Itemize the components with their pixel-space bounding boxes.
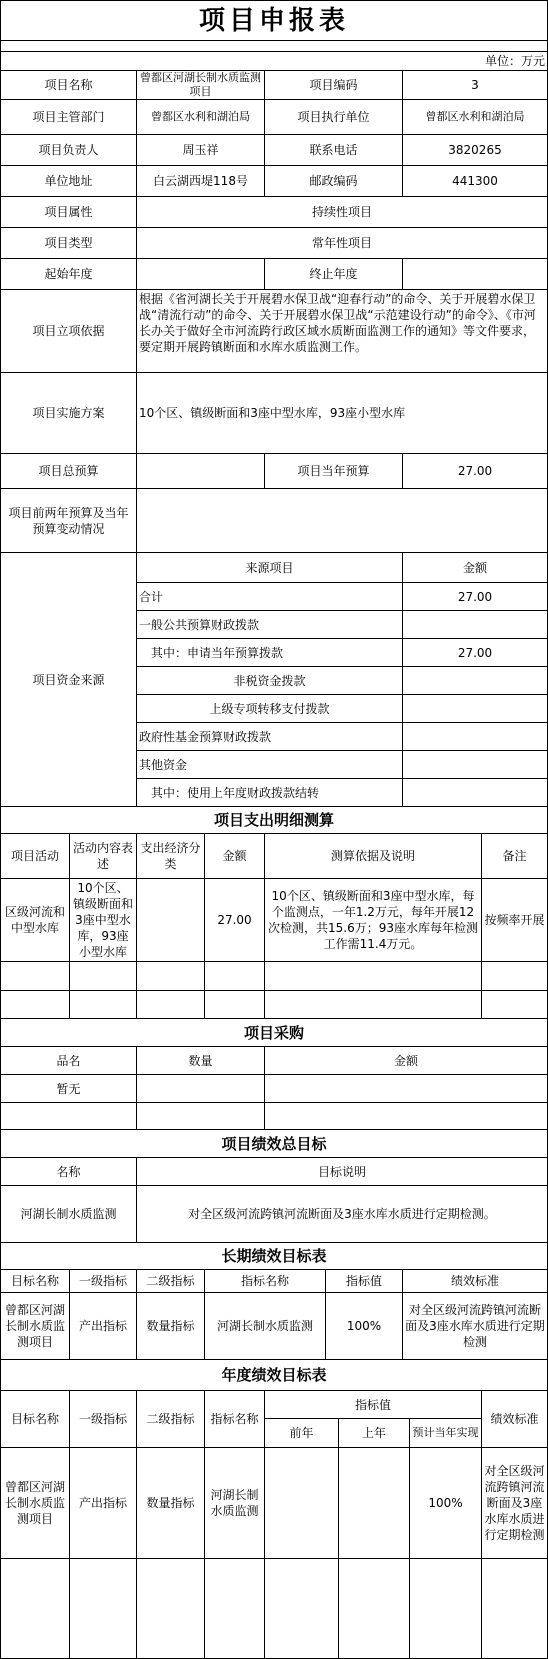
perf-total-section-title: 项目绩效总目标	[0, 1129, 548, 1158]
empty-cell	[409, 1558, 482, 1659]
empty-cell	[264, 1102, 548, 1130]
type-label: 项目类型	[0, 227, 137, 259]
funding-row-amount	[402, 778, 548, 807]
empty-cell	[0, 990, 70, 1019]
exec-unit-label: 项目执行单位	[264, 99, 403, 135]
year-budget-value: 27.00	[402, 453, 548, 489]
zip-value: 441300	[402, 165, 548, 197]
end-year-label: 终止年度	[264, 258, 403, 290]
project-code-value: 3	[402, 70, 548, 100]
expense-header: 测算依据及说明	[264, 833, 482, 879]
empty-cell	[69, 961, 137, 991]
empty-cell	[0, 1102, 137, 1130]
empty-cell	[0, 961, 70, 991]
funding-row-amount: 27.00	[402, 582, 548, 611]
perf-total-col-name: 名称	[0, 1157, 137, 1186]
longterm-section-title: 长期绩效目标表	[0, 1242, 548, 1270]
annual-prev2	[264, 1447, 339, 1559]
annual-prev1	[338, 1447, 410, 1559]
annual-indicator: 河湖长制水质监测	[204, 1447, 265, 1559]
funding-row-name: 合计	[136, 582, 403, 611]
annual-subheader: 前年	[264, 1418, 339, 1448]
funding-row-name: 其他资金	[136, 750, 403, 779]
empty-cell	[204, 961, 265, 991]
attr-label: 项目属性	[0, 196, 137, 228]
expense-header: 项目活动	[0, 833, 70, 879]
longterm-indicator: 河湖长制水质监测	[204, 1292, 326, 1360]
empty-cell	[481, 1558, 548, 1659]
empty-cell	[136, 1558, 205, 1659]
empty-cell	[136, 990, 205, 1019]
empty-cell	[264, 990, 482, 1019]
empty-cell	[264, 1558, 339, 1659]
purchase-section-title: 项目采购	[0, 1018, 548, 1047]
annual-standard: 对全区级河流跨镇河流断面及3座水库水质进行定期检测	[481, 1447, 548, 1559]
funding-col-amount: 金额	[402, 552, 548, 583]
funding-row-name: 一般公共预算财政拨款	[136, 610, 403, 639]
perf-total-name: 河湖长制水质监测	[0, 1185, 137, 1243]
expense-header: 备注	[481, 833, 548, 879]
budget-change-label: 项目前两年预算及当年预算变动情况	[0, 488, 137, 553]
longterm-header: 二级指标	[136, 1269, 205, 1293]
funding-row-name: 政府性基金预算财政拨款	[136, 722, 403, 751]
perf-total-col-desc: 目标说明	[136, 1157, 548, 1186]
phone-value: 3820265	[402, 134, 548, 166]
address-value: 白云湖西堤118号	[136, 165, 265, 197]
expense-header: 金额	[204, 833, 265, 879]
expense-activity: 区级河流和中型水库	[0, 878, 70, 962]
annual-target: 曾都区河湖长制水质监测项目	[0, 1447, 70, 1559]
funding-row-name: 其中：申请当年预算拨款	[136, 638, 403, 667]
phone-label: 联系电话	[264, 134, 403, 166]
dept-label: 项目主管部门	[0, 99, 137, 135]
annual-header-values: 指标值	[264, 1390, 482, 1419]
funding-row-name: 上级专项转移支付拨款	[136, 694, 403, 723]
empty-cell	[136, 961, 205, 991]
zip-label: 邮政编码	[264, 165, 403, 197]
type-value: 常年性项目	[136, 227, 548, 259]
expense-basis: 10个区、镇级断面和3座中型水库，每个监测点，一年1.2万元，每年开展12次检测，共15.6万；93座水库每年检测工作需11.4万元。	[264, 878, 482, 962]
plan-label: 项目实施方案	[0, 372, 137, 454]
purchase-header: 品名	[0, 1046, 137, 1075]
longterm-header: 指标值	[325, 1269, 403, 1293]
project-name-value: 曾都区河湖长制水质监测项目	[136, 70, 265, 100]
expense-section-title: 项目支出明细测算	[0, 806, 548, 834]
funding-row-amount	[402, 694, 548, 723]
unit-label: 单位：万元	[0, 51, 548, 71]
annual-header: 二级指标	[136, 1390, 205, 1448]
funding-row-amount	[402, 722, 548, 751]
project-name-label: 项目名称	[0, 70, 137, 100]
basis-value: 根据《省河湖长关于开展碧水保卫战“迎春行动”的命令、关于开展碧水保卫战“清流行动”的命令、关于开展碧水保卫战“示范建设行动”的命令》、《市河长办关于做好全市河流跨行政区域水质断面监测工作的通知》等文件要求，要定期开展跨镇断面和水库水质监测工作。	[136, 289, 548, 373]
longterm-header: 目标名称	[0, 1269, 70, 1293]
empty-cell	[481, 990, 548, 1019]
annual-current: 100%	[409, 1447, 482, 1559]
longterm-header: 指标名称	[204, 1269, 326, 1293]
annual-header: 指标名称	[204, 1390, 265, 1448]
longterm-level2: 数量指标	[136, 1292, 205, 1360]
longterm-standard: 对全区级河流跨镇河流断面及3座水库水质进行定期检测	[402, 1292, 548, 1360]
empty-cell	[338, 1558, 410, 1659]
funding-col-source: 来源项目	[136, 552, 403, 583]
expense-header: 活动内容表述	[69, 833, 137, 879]
project-code-label: 项目编码	[264, 70, 403, 100]
empty-cell	[204, 1558, 265, 1659]
purchase-header: 数量	[136, 1046, 265, 1075]
address-label: 单位地址	[0, 165, 137, 197]
empty-cell	[136, 1102, 265, 1130]
empty-cell	[69, 990, 137, 1019]
funding-row-amount	[402, 666, 548, 695]
person-value: 周玉祥	[136, 134, 265, 166]
annual-level2: 数量指标	[136, 1447, 205, 1559]
longterm-level1: 产出指标	[69, 1292, 137, 1360]
expense-econ	[136, 878, 205, 962]
form-title: 项目申报表	[0, 0, 548, 41]
budget-change-value	[136, 488, 548, 553]
annual-header: 一级指标	[69, 1390, 137, 1448]
end-year-value	[402, 258, 548, 290]
expense-note: 按频率开展	[481, 878, 548, 962]
funding-row-amount: 27.00	[402, 638, 548, 667]
annual-section-title: 年度绩效目标表	[0, 1359, 548, 1391]
expense-header: 支出经济分类	[136, 833, 205, 879]
total-budget-value	[136, 453, 265, 489]
longterm-header: 绩效标准	[402, 1269, 548, 1293]
perf-total-desc: 对全区级河流跨镇河流断面及3座水库水质进行定期检测。	[136, 1185, 548, 1243]
attr-value: 持续性项目	[136, 196, 548, 228]
funding-row-name: 非税资金拨款	[136, 666, 403, 695]
empty-cell	[264, 961, 482, 991]
empty-cell	[0, 1558, 70, 1659]
funding-label: 项目资金来源	[0, 552, 137, 807]
total-budget-label: 项目总预算	[0, 453, 137, 489]
purchase-header: 金额	[264, 1046, 548, 1075]
annual-header: 目标名称	[0, 1390, 70, 1448]
longterm-header: 一级指标	[69, 1269, 137, 1293]
annual-header: 绩效标准	[481, 1390, 548, 1448]
purchase-item-qty	[136, 1074, 265, 1103]
exec-unit-value: 曾都区水利和湖泊局	[402, 99, 548, 135]
dept-value: 曾都区水利和湖泊局	[136, 99, 265, 135]
plan-value: 10个区、镇级断面和3座中型水库，93座小型水库	[136, 372, 548, 454]
longterm-target: 曾都区河湖长制水质监测项目	[0, 1292, 70, 1360]
annual-level1: 产出指标	[69, 1447, 137, 1559]
empty-cell	[69, 1558, 137, 1659]
expense-content: 10个区、镇级断面和3座中型水库，93座小型水库	[69, 878, 137, 962]
funding-row-name: 其中：使用上年度财政拨款结转	[136, 778, 403, 807]
start-year-label: 起始年度	[0, 258, 137, 290]
funding-row-amount	[402, 750, 548, 779]
empty-cell	[204, 990, 265, 1019]
year-budget-label: 项目当年预算	[264, 453, 403, 489]
longterm-value: 100%	[325, 1292, 403, 1360]
empty-cell	[481, 961, 548, 991]
start-year-value	[136, 258, 265, 290]
basis-label: 项目立项依据	[0, 289, 137, 373]
funding-row-amount	[402, 610, 548, 639]
purchase-item-amount	[264, 1074, 548, 1103]
person-label: 项目负责人	[0, 134, 137, 166]
annual-subheader: 上年	[338, 1418, 410, 1448]
purchase-item-name: 暂无	[0, 1074, 137, 1103]
annual-subheader: 预计当年实现	[409, 1418, 482, 1448]
expense-amount: 27.00	[204, 878, 265, 962]
